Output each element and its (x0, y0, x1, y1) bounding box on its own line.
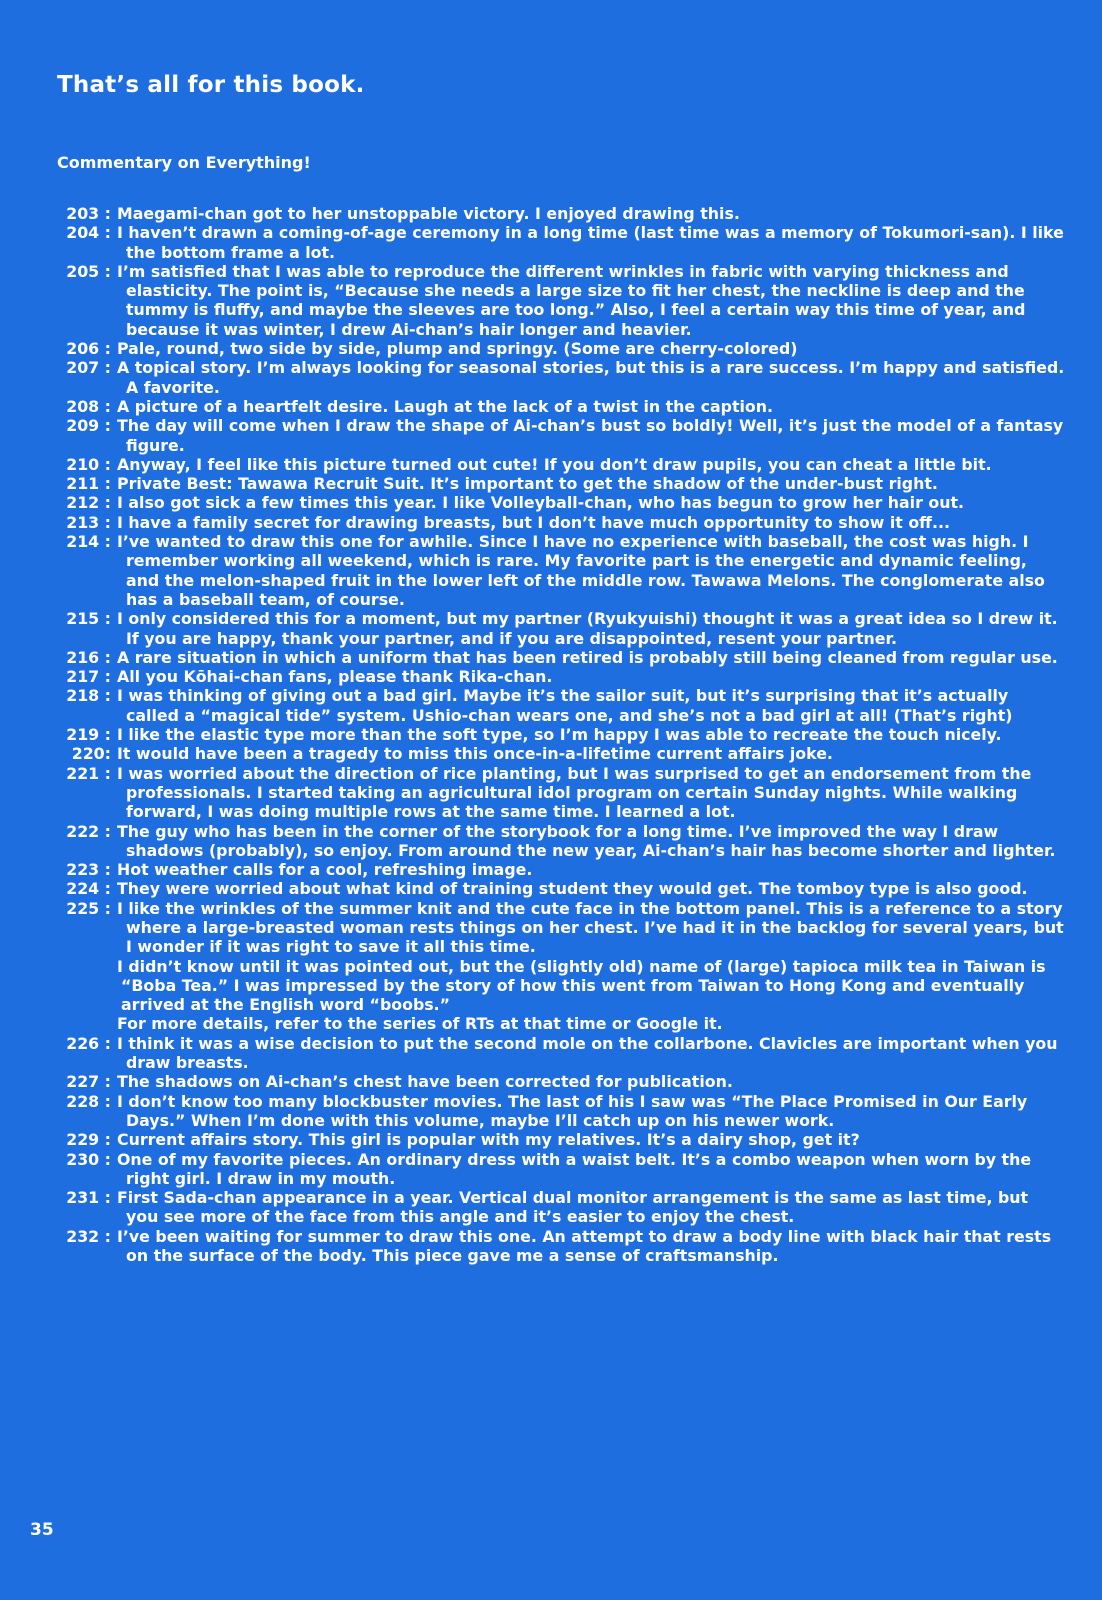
entry-text: I also got sick a few times this year. I like Volleyball-chan, who has begun to grow her hair out. (117, 493, 965, 513)
commentary-entry (55, 455, 1065, 474)
commentary-entry (55, 1130, 1065, 1149)
entry-number (55, 1014, 117, 1033)
commentary-entry (55, 1072, 1065, 1091)
commentary-entry (55, 204, 1065, 223)
commentary-entry (55, 1188, 1065, 1227)
entry-number: 216 : (66, 647, 111, 667)
entry-text: First Sada-chan appearance in a year. Vertical dual monitor arrangement is the same as last time, but you see more of the face from this angle and it’s easier to enjoy the chest. (117, 1188, 1029, 1227)
entry-text: The shadows on Ai-chan’s chest have been corrected for publication. (117, 1072, 733, 1092)
entry-number: 217 : (66, 667, 111, 687)
commentary-entry (55, 1227, 1065, 1266)
entry-number: 227 : (66, 1072, 111, 1092)
entry-text: I was worried about the direction of rice planting, but I was surprised to get an endorsement from the professionals. I started taking an agricultural idol program on certain Sunday nights. While walking forward, I was doing multiple rows at the same time. I learned a lot. (117, 763, 1032, 822)
commentary-entry (55, 416, 1065, 455)
entry-text: The guy who has been in the corner of the storybook for a long time. I’ve improved the way I draw shadows (probably), so enjoy. From around the new year, Ai-chan’s hair has become shorter and lighter. (117, 821, 1056, 860)
entry-number: 215 : (66, 609, 111, 629)
entry-number: 207 : (66, 358, 111, 378)
entry-number: 211 : (66, 474, 111, 494)
entry-text: Current affairs story. This girl is popular with my relatives. It’s a dairy shop, get it? (117, 1130, 860, 1150)
commentary-list (55, 204, 1065, 1265)
entry-number: 210 : (66, 454, 111, 474)
entry-number: 219 : (66, 725, 111, 745)
entry-number: 204 : (66, 223, 111, 243)
commentary-entry (55, 1092, 1065, 1131)
entry-text: I’m satisfied that I was able to reproduce the different wrinkles in fabric with varying thickness and elasticity. The point is, “Because she needs a large size to fit her chest, the neckline is deep and the tummy is fluffy, and maybe the sleeves are too long.” Also, I feel a certain way this time of year, and because it was winter, I drew Ai-chan’s hair longer and heavier. (117, 261, 1026, 339)
commentary-entry (55, 667, 1065, 686)
entry-number (55, 957, 117, 1015)
entry-text: A rare situation in which a uniform that has been retired is probably still being cleaned from regular use. (117, 647, 1058, 667)
entry-text: The day will come when I draw the shape of Ai-chan’s bust so boldly! Well, it’s just the model of a fantasy figure. (117, 416, 1064, 455)
entry-text: Private Best: Tawawa Recruit Suit. It’s important to get the shadow of the under-bust right. (117, 474, 938, 494)
entry-text: I don’t know too many blockbuster movies. The last of his I saw was “The Place Promised in Our Early Days.” When I’m done with this volume, maybe I’ll catch up on his newer work. (117, 1091, 1028, 1130)
commentary-entry-continued (55, 957, 1065, 1015)
entry-text: A picture of a heartfelt desire. Laugh at the lack of a twist in the caption. (117, 396, 774, 416)
entry-number: 225 : (66, 898, 111, 918)
entry-text: One of my favorite pieces. An ordinary dress with a waist belt. It’s a combo weapon when worn by the right girl. I draw in my mouth. (117, 1149, 1032, 1188)
entry-text: I think it was a wise decision to put the second mole on the collarbone. Clavicles are important when you draw breasts. (117, 1033, 1058, 1073)
page-number: 35 (30, 1520, 54, 1540)
entry-text: I like the wrinkles of the summer knit and the cute face in the bottom panel. This is a reference to a story where a large-breasted woman rests things on her chest. I’ve had it in the backlog for several years, but I wonder if it was right to save it all this time. (117, 898, 1064, 957)
entry-number: 203 : (66, 204, 111, 223)
entry-text: I’ve been waiting for summer to draw this one. An attempt to draw a body line with black hair that rests on the surface of the body. This piece gave me a sense of craftsmanship. (117, 1226, 1052, 1266)
commentary-entry (55, 262, 1065, 339)
entry-text: I haven’t drawn a coming-of-age ceremony in a long time (last time was a memory of Tokumori-san). I like the bottom frame a lot. (117, 223, 1064, 262)
entry-text: All you Kōhai-chan fans, please thank Rika-chan. (117, 667, 553, 687)
entry-text: Hot weather calls for a cool, refreshing image. (117, 860, 533, 880)
commentary-entry-continued (55, 1014, 1065, 1033)
entry-number: 231 : (66, 1188, 111, 1208)
entry-number: 221 : (66, 763, 111, 783)
entry-number: 208 : (66, 396, 111, 416)
entry-number: 228 : (66, 1091, 111, 1111)
page-title: That’s all for this book. (57, 72, 365, 98)
commentary-entry (55, 648, 1065, 667)
entry-text: Pale, round, two side by side, plump and springy. (Some are cherry-colored) (117, 339, 798, 359)
entry-number: 223 : (66, 860, 111, 880)
entry-text: I like the elastic type more than the soft type, so I’m happy I was able to recreate the touch nicely. (117, 725, 1002, 745)
commentary-entry (55, 1034, 1065, 1073)
entry-number: 218 : (66, 686, 111, 706)
entry-number: 205 : (66, 261, 111, 281)
commentary-entry (55, 764, 1065, 822)
commentary-entry (55, 686, 1065, 725)
entry-text: I’ve wanted to draw this one for awhile. Since I have no experience with baseball, the cost was high. I remember working all weekend, which is rare. My favorite part is the energetic and dynamic feeling, and the melon-shaped fruit in the lower left of the middle row. Tawawa Melons. The conglomerate also has a baseball team, of course. (117, 532, 1045, 609)
commentary-entry (55, 397, 1065, 416)
entry-number: 229 : (66, 1130, 111, 1150)
entry-number: 232 : (66, 1226, 111, 1246)
entry-text: For more details, refer to the series of RTs at that time or Google it. (117, 1014, 723, 1034)
entry-number: 206 : (66, 339, 111, 359)
commentary-entry (55, 532, 1065, 609)
entry-text: It would have been a tragedy to miss this once-in-a-lifetime current affairs joke. (117, 744, 833, 764)
commentary-entry (55, 879, 1065, 898)
entry-number: 224 : (66, 879, 111, 899)
entry-number: 230 : (66, 1149, 111, 1169)
commentary-entry (55, 358, 1065, 397)
entry-text: They were worried about what kind of training student they would get. The tomboy type is also good. (117, 879, 1028, 899)
commentary-entry (55, 744, 1065, 763)
commentary-entry (55, 725, 1065, 744)
entry-text: Maegami-chan got to her unstoppable victory. I enjoyed drawing this. (117, 204, 740, 223)
entry-text: I was thinking of giving out a bad girl. Maybe it’s the sailor suit, but it’s surprising that it’s actually called a “magical tide” system. Ushio-chan wears one, and she’s not a bad girl at all! (That’s right) (117, 686, 1013, 725)
entry-text: I didn’t know until it was pointed out, but the (slightly old) name of (large) tapioca milk tea in Taiwan is “Boba Tea.” I was impressed by the story of how this went from Taiwan to Hong Kong and eventually arrived at the English word “boobs.” (117, 956, 1046, 1015)
entry-number: 213 : (66, 512, 111, 532)
entry-number: 222 : (66, 821, 111, 841)
commentary-entry (55, 339, 1065, 358)
commentary-entry (55, 493, 1065, 512)
entry-number: 212 : (66, 493, 111, 513)
commentary-entry (55, 223, 1065, 262)
entry-number: 220: (71, 744, 111, 764)
commentary-entry (55, 609, 1065, 648)
entry-number: 209 : (66, 416, 111, 436)
commentary-entry (55, 860, 1065, 879)
commentary-entry (55, 474, 1065, 493)
entry-text: Anyway, I feel like this picture turned out cute! If you don’t draw pupils, you can cheat a little bit. (117, 454, 992, 474)
commentary-entry (55, 899, 1065, 957)
entry-text: I only considered this for a moment, but my partner (Ryukyuishi) thought it was a great idea so I drew it. If you are happy, thank your partner, and if you are disappointed, resent your partner. (117, 609, 1058, 648)
commentary-heading: Commentary on Everything! (57, 153, 311, 172)
commentary-entry (55, 1150, 1065, 1189)
entry-number: 214 : (66, 532, 111, 552)
commentary-entry (55, 513, 1065, 532)
entry-text: A topical story. I’m always looking for seasonal stories, but this is a rare success. I’m happy and satisfied. A favorite. (117, 358, 1065, 397)
entry-number: 226 : (66, 1033, 111, 1053)
entry-text: I have a family secret for drawing breasts, but I don’t have much opportunity to show it off... (117, 512, 950, 532)
commentary-entry (55, 822, 1065, 861)
